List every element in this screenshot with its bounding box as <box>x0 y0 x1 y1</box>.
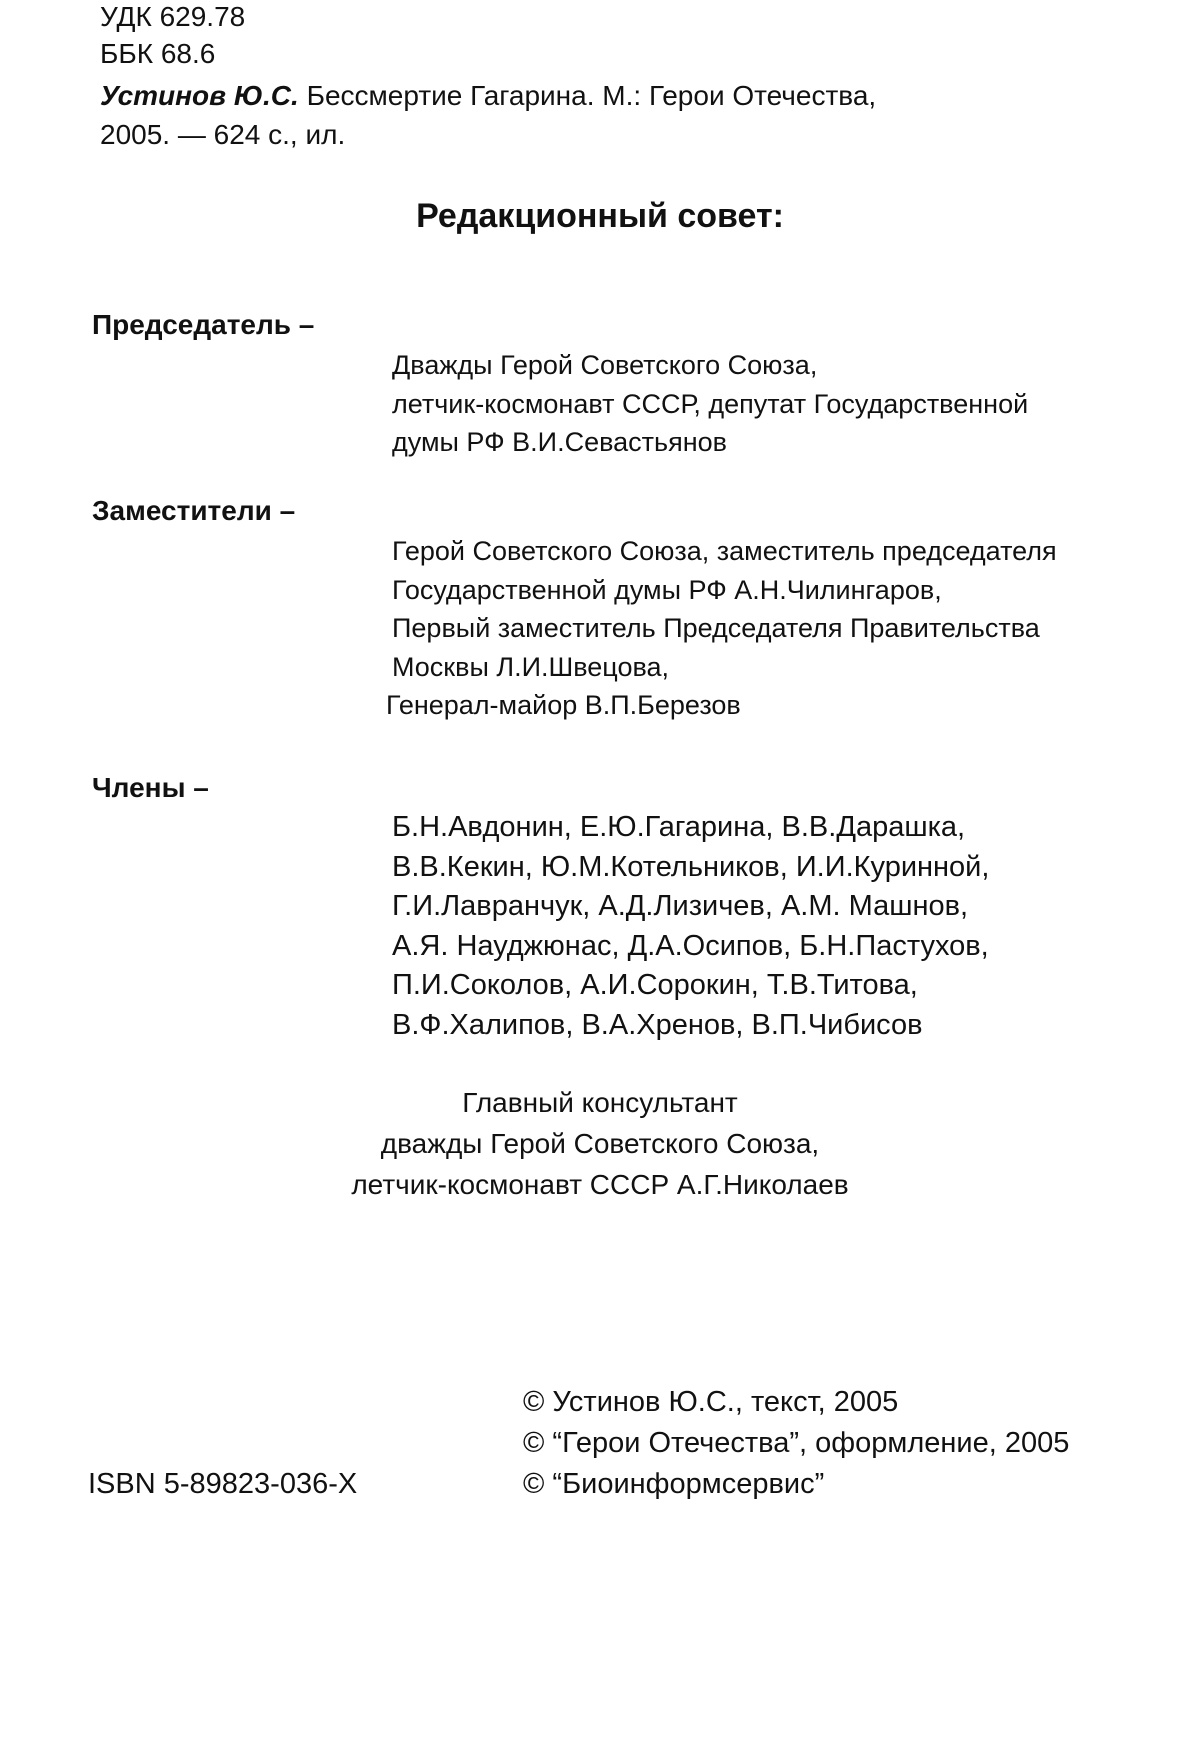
consultant-line: дважды Герой Советского Союза, <box>380 1128 820 1159</box>
members-line: В.В.Кекин, Ю.М.Котельников, И.И.Куринной, <box>392 850 990 883</box>
book-title-line-2: 2005. — 624 с., ил. <box>100 119 346 150</box>
deputies-line: Государственной думы РФ А.Н.Чилингаров, <box>392 574 942 605</box>
members-label: Члены – <box>92 772 209 803</box>
chairman-line: летчик-космонавт СССР, депутат Государственной <box>392 388 1029 419</box>
bbk-code: ББК 68.6 <box>100 38 216 69</box>
members-list <box>392 808 1152 1045</box>
members-line: П.И.Соколов, А.И.Сорокин, Т.В.Титова, <box>392 969 918 1001</box>
members-line: А.Я. Науджюнас, Д.А.Осипов, Б.Н.Пастухов, <box>392 929 989 962</box>
copyright-line: © “Герои Отечества”, оформление, 2005 <box>523 1427 1070 1459</box>
deputies-line: Герой Советского Союза, заместитель председателя <box>392 536 1057 566</box>
isbn: ISBN 5-89823-036-Х <box>88 1468 358 1500</box>
consultant-line: Главный консультант <box>462 1087 738 1118</box>
deputies-line: Генерал-майор В.П.Березов <box>386 690 741 720</box>
chairman-line: Дважды Герой Советского Союза, <box>392 350 818 380</box>
author-name: Устинов Ю.С. <box>100 80 299 111</box>
udk-code: УДК 629.78 <box>100 1 246 32</box>
chairman-label: Председатель – <box>92 309 315 340</box>
book-title-line-1: Бессмертие Гагарина. М.: Герои Отечества, <box>306 80 877 111</box>
deputies-line: Москвы Л.И.Швецова, <box>392 651 670 682</box>
copyright-line: © “Биоинформсервис” <box>523 1468 825 1500</box>
chairman-line: думы РФ В.И.Севастьянов <box>392 427 727 457</box>
consultant-line: летчик-космонавт СССР А.Г.Николаев <box>351 1169 849 1200</box>
chairman-description <box>392 346 1152 462</box>
chief-consultant <box>300 1082 900 1205</box>
members-line: Г.И.Лавранчук, А.Д.Лизичев, А.М. Машнов, <box>392 890 969 922</box>
deputies-description <box>386 532 1152 725</box>
deputies-line: Первый заместитель Председателя Правительства <box>392 613 1040 643</box>
deputies-label: Заместители – <box>92 495 296 526</box>
members-line: Б.Н.Авдонин, Е.Ю.Гагарина, В.В.Дарашка, <box>392 811 966 843</box>
council-heading: Редакционный совет: <box>416 197 784 235</box>
members-line: В.Ф.Халипов, В.А.Хренов, В.П.Чибисов <box>392 1008 923 1041</box>
copyright-block <box>523 1382 1069 1505</box>
bibliographic-description <box>100 79 876 113</box>
copyright-line: © Устинов Ю.С., текст, 2005 <box>523 1386 899 1418</box>
